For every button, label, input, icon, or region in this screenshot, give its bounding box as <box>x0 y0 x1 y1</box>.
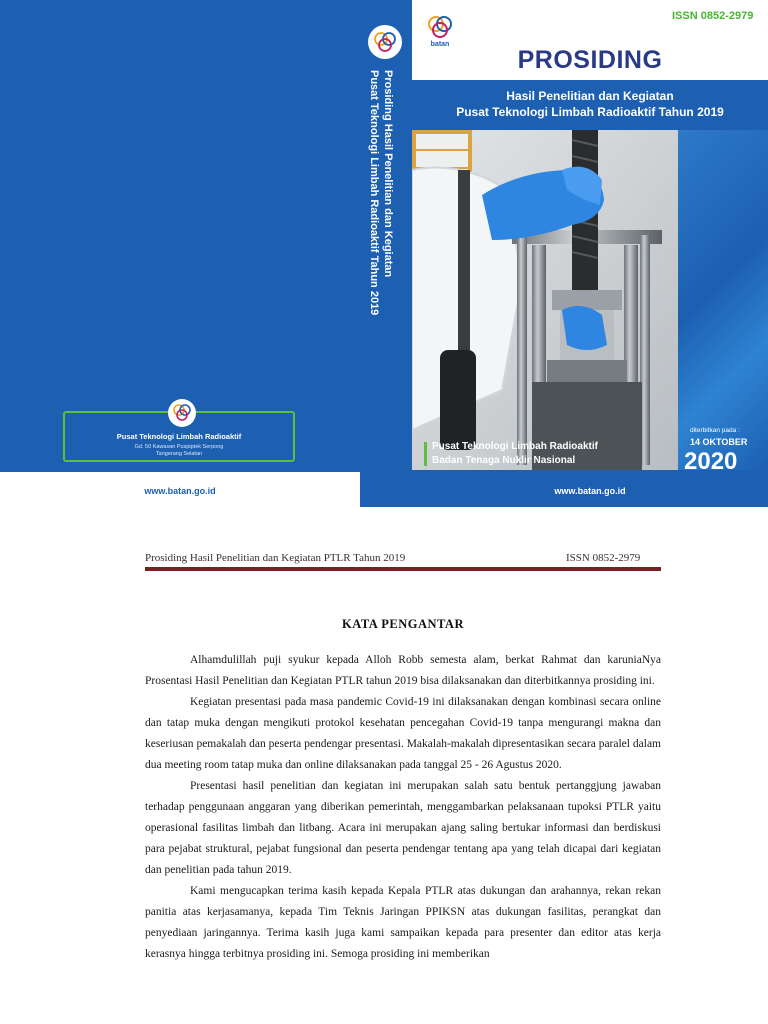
address-line: Tangerang Selatan <box>155 451 203 457</box>
batan-logo-icon <box>168 399 196 427</box>
section-title: KATA PENGANTAR <box>342 617 464 631</box>
paragraph: Kami mengucapkan terima kasih kepada Kepala PTLR atas dukungan dan arahannya, rekan rekan panitia atas kerjasamanya, kepada Tim Teknis Jaringan PPIKSN atas dukungan fasilitas, perangkat dan penyediaan jaringannya. Terima kasih juga kami sampaikan kepada para presenter dan editor atas kerja kerasnya hingga terbitnya prosiding ini. Semoga prosiding ini memberikan <box>145 885 661 960</box>
spine-title <box>367 70 395 315</box>
published-year: 2020 <box>684 448 738 475</box>
page-header-issn: ISSN 0852-2979 <box>566 552 641 564</box>
spine-batan-logo-icon <box>368 25 402 59</box>
front-batan-logo-icon <box>423 10 457 44</box>
back-cover-org-card <box>63 411 295 462</box>
paragraph: Kegiatan presentasi pada masa pandemic Covid-19 ini dilaksanakan dengan kombinasi secara online dan tatap muka dengan mengikuti protokol kesehatan pencegahan Covid-19 tanpa mengurangi makna dan keseriusan pemakalah dan peserta pendengar presentasi. Makalah-makalah dipresentasikan secara paralel dalam dua meeting room tatap muka dan online dilaksanakan pada tanggal 25 - 26 Agustus 2020. <box>145 696 661 771</box>
cover-subtitle-line: Hasil Penelitian dan Kegiatan <box>506 89 674 103</box>
cover-org-accent-bar <box>424 442 427 466</box>
cover-title: PROSIDING <box>517 46 663 74</box>
front-cover-url: www.batan.go.id <box>554 486 626 496</box>
paragraph: Alhamdulillah puji syukur kepada Alloh Robb semesta alam, berkat Rahmat dan karuniaNya Prosentasi Hasil Penelitian dan Kegiatan PTLR tahun 2019 bisa dilaksanakan dan diterbitkannya prosiding ini. <box>145 654 661 687</box>
published-label: diterbitkan pada : <box>690 427 740 434</box>
cover-side-pattern <box>678 130 768 470</box>
back-cover-url: www.batan.go.id <box>144 486 216 496</box>
cover-issn: ISSN 0852-2979 <box>672 10 754 22</box>
cover-subtitle-line: Pusat Teknologi Limbah Radioaktif Tahun 2019 <box>456 105 724 119</box>
back-org-address <box>65 444 293 458</box>
published-date: 14 OKTOBER <box>690 437 748 447</box>
spine-title-line: Pusat Teknologi Limbah Radioaktif Tahun 2019 <box>368 70 380 316</box>
header-divider <box>145 567 661 571</box>
front-logo-label: batan <box>430 41 450 48</box>
address-line: Gd. 50 Kawasan Puspiptek Serpong <box>134 444 224 450</box>
cover-org-line: Pusat Teknologi Limbah Radioaktif <box>432 441 598 452</box>
cover-image <box>0 0 768 507</box>
cover-subtitle <box>412 88 768 120</box>
back-org-name: Pusat Teknologi Limbah Radioaktif <box>116 432 242 441</box>
page-header-title: Prosiding Hasil Penelitian dan Kegiatan PTLR Tahun 2019 <box>145 552 406 564</box>
paragraph: Presentasi hasil penelitian dan kegiatan ini merupakan salah satu bentuk pertanggjung jawaban terhadap penggunaan anggaran yang diberikan pemerintah, menggambarkan pelaksanaan tupoksi PTLR yaitu operasional fasilitas limbah dan litbang. Acara ini merupakan ajang saling bertukar informasi dan berdiskusi para pejabat struktural, pejabat fungsional dan peserta pendengar tentang apa yang telah dicapai dari kegiatan dan penelitian pada tahun 2019. <box>145 780 661 876</box>
cover-photo <box>412 130 678 470</box>
spine-title-line: Prosiding Hasil Penelitian dan Kegiatan <box>382 70 394 278</box>
body-text <box>145 650 661 965</box>
cover-org-line: Badan Tenaga Nuklir Nasional <box>432 455 576 466</box>
